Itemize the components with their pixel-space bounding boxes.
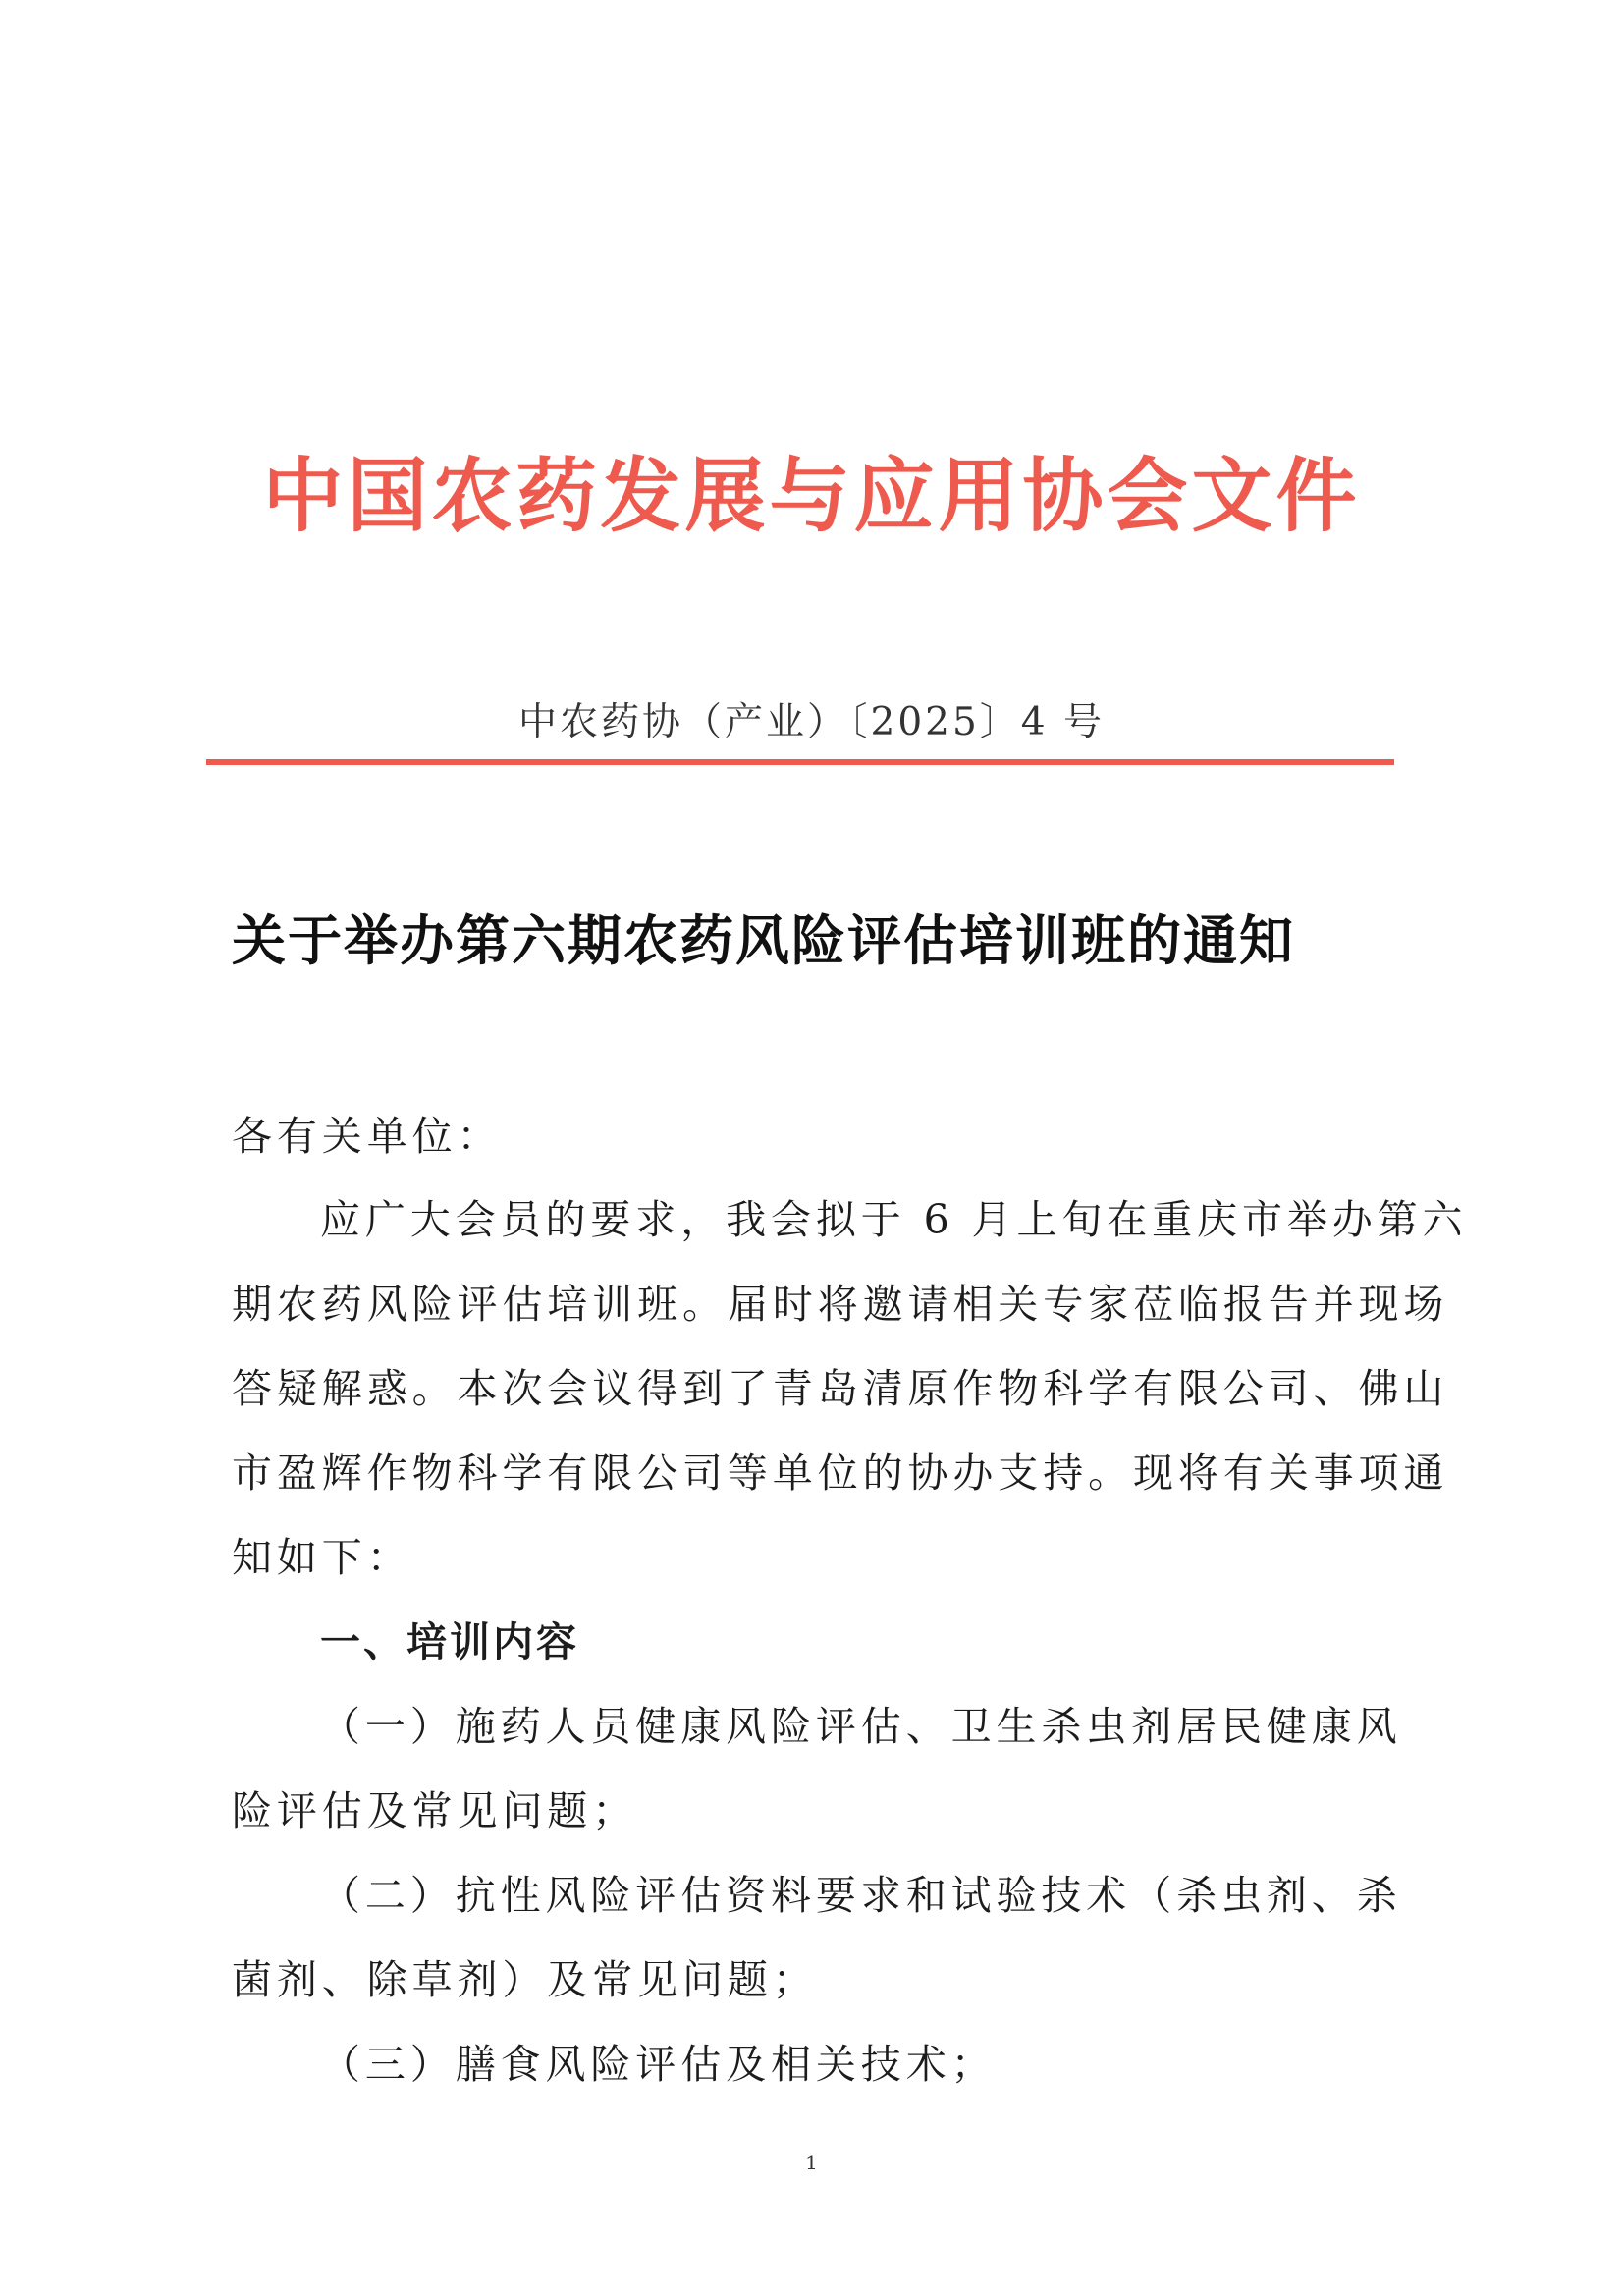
- intro-line-4: 市盈辉作物科学有限公司等单位的协办支持。现将有关事项通: [232, 1449, 1449, 1497]
- intro-line-1: 应广大会员的要求，我会拟于 6 月上旬在重庆市举办第六: [320, 1196, 1468, 1243]
- page-number: 1: [805, 2151, 818, 2174]
- item-2-line-1: （二）抗性风险评估资料要求和试验技术（杀虫剂、杀: [320, 1872, 1402, 1919]
- item-1-line-1: （一）施药人员健康风险评估、卫生杀虫剂居民健康风: [320, 1703, 1402, 1750]
- item-3-line-1: （三）膳食风险评估及相关技术；: [320, 2041, 997, 2088]
- item-2-line-2: 菌剂、除草剂）及常见问题；: [232, 1956, 818, 2003]
- document-number: 中农药协（产业）〔2025〕4 号: [518, 700, 1105, 744]
- red-divider-line: [206, 759, 1394, 765]
- document-title: 关于举办第六期农药风险评估培训班的通知: [232, 908, 1296, 972]
- salutation: 各有关单位：: [232, 1113, 503, 1160]
- intro-line-3: 答疑解惑。本次会议得到了青岛清原作物科学有限公司、佛山: [232, 1365, 1449, 1412]
- section-heading: 一、培训内容: [320, 1618, 579, 1666]
- item-1-line-2: 险评估及常见问题；: [232, 1787, 638, 1834]
- intro-line-2: 期农药风险评估培训班。届时将邀请相关专家莅临报告并现场: [232, 1281, 1449, 1328]
- organization-header: 中国农药发展与应用协会文件: [262, 449, 1361, 543]
- intro-line-5: 知如下：: [232, 1534, 412, 1581]
